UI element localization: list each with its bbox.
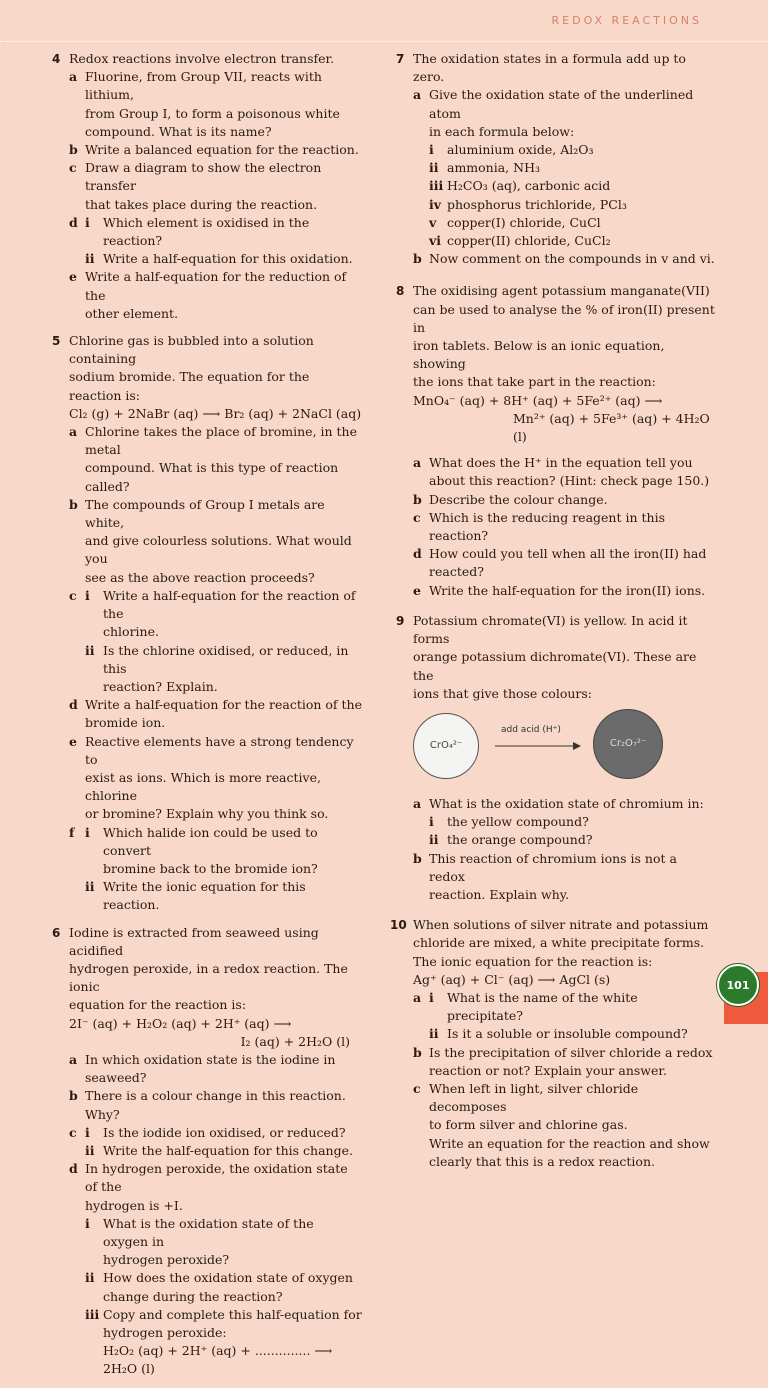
text-line: What is the oxidation state of the oxygen in (103, 1215, 314, 1249)
part-d-iii: iii Copy and complete this half-equation for hydrogen peroxide: H₂O₂ (aq) + 2H⁺ (aq) + .............. ⟶ 2H₂O (l) (69, 1306, 362, 1379)
part-b: b Now comment on the compounds in v and vi. (413, 250, 716, 268)
chromate-ion-circle (413, 713, 479, 779)
equation: Ag⁺ (aq) + Cl⁻ (aq) ⟶ AgCl (s) (413, 971, 611, 987)
text-line: Which element is oxidised in the reaction? (103, 214, 310, 249)
text-line: Write a balanced equation for the reaction. (85, 142, 359, 158)
question-number: 5 (52, 334, 61, 349)
right-arrow-icon (495, 741, 581, 751)
part-a-i: i the yellow compound? (413, 813, 716, 831)
text-line: Write a half-equation for this oxidation. (103, 251, 353, 267)
text-line: reaction. Explain why. (429, 886, 570, 902)
text-line: chloride are mixed, a white precipitate forms. (413, 935, 705, 951)
part-b: b Is the precipitation of silver chloride a redox reaction or not? Explain your answer. (413, 1044, 716, 1080)
part-c-i: c i Write a half-equation for the reaction of the chlorine. (69, 587, 362, 642)
right-column (390, 50, 716, 1180)
part-a: a Fluorine, from Group VII, reacts with lithium, from Group I, to form a poisonous white compound. What is its name? (69, 68, 362, 141)
part-c: c Which is the reducing reagent in this reaction? (413, 509, 716, 545)
text-line: Describe the colour change. (429, 491, 608, 507)
part-e: e Write the half-equation for the iron(II) ions. (413, 582, 716, 600)
part-e: e Write a half-equation for the reduction of the other element. (69, 268, 362, 323)
text-line: reaction? Explain. (103, 678, 218, 694)
part-f-ii: ii Write the ionic equation for this reaction. (69, 878, 362, 914)
part-d-ii: ii How does the oxidation state of oxygen change during the reaction? (69, 1269, 362, 1305)
part-c-i: c i Is the iodide ion oxidised, or reduced? (69, 1124, 362, 1142)
question-number: 6 (52, 925, 61, 940)
part-a-ii: ii the orange compound? (413, 831, 716, 849)
text-line: see as the above reaction proceeds? (85, 569, 315, 585)
text-line: the orange compound? (447, 832, 593, 848)
text-line: Potassium chromate(VI) is yellow. In acid it forms (413, 612, 688, 647)
text-line: hydrogen peroxide: (103, 1325, 227, 1341)
part-a: a Give the oxidation state of the underlined atom in each formula below: (413, 86, 716, 141)
text-line: copper(II) chloride, CuCl₂ (447, 233, 611, 249)
question-number: 10 (390, 918, 407, 933)
equation: Mn²⁺ (aq) + 5Fe³⁺ (aq) + 4H₂O (l) (513, 410, 710, 445)
part-a: a Chlorine takes the place of bromine, in the metal compound. What is this type of reaction called? (69, 423, 362, 496)
text-line: ions that give those colours: (413, 685, 593, 701)
question-4 (52, 50, 362, 323)
text-line: phosphorus trichloride, PCl₃ (447, 196, 627, 212)
question-number: 9 (396, 613, 405, 628)
text-line: copper(I) chloride, CuCl (447, 214, 601, 230)
part-e: e Reactive elements have a strong tendency to exist as ions. Which is more reactive, chlorine or bromine? Explain why you think so. (69, 733, 362, 824)
question-5 (52, 332, 362, 915)
text-line: Give the oxidation state of the underlined atom (429, 87, 694, 121)
equation: 2I⁻ (aq) + H₂O₂ (aq) + 2H⁺ (aq) ⟶ (69, 1015, 292, 1031)
text-line: Which halide ion could be used to convert (103, 824, 318, 858)
equation: MnO₄⁻ (aq) + 8H⁺ (aq) + 5Fe²⁺ (aq) ⟶ (413, 392, 663, 408)
text-line: What is the name of the white precipitate? (447, 989, 638, 1024)
text-line: bromide ion. (85, 715, 166, 731)
part-a: a What does the H⁺ in the equation tell you about this reaction? (Hint: check page 150.) (413, 454, 716, 490)
text-line: The ionic equation for the reaction is: (413, 953, 653, 969)
text-line: What is the oxidation state of chromium in: (429, 795, 704, 811)
text-line: other element. (85, 305, 179, 321)
text-line: Is the iodide ion oxidised, or reduced? (103, 1124, 346, 1140)
question-8 (396, 282, 716, 599)
part-b: b There is a colour change in this reaction. Why? (69, 1087, 362, 1123)
dichromate-label: Cr₂O₇²⁻ (609, 737, 647, 749)
text-line: Write a half-equation for the reaction of the (85, 697, 362, 713)
equation: Cl₂ (g) + 2NaBr (aq) ⟶ Br₂ (aq) + 2NaCl (aq) (69, 405, 362, 421)
text-line: in each formula below: (429, 123, 575, 139)
part-b: b Describe the colour change. (413, 491, 716, 509)
text-line: about this reaction? (Hint: check page 150.) (429, 473, 710, 489)
text-line: When solutions of silver nitrate and potassium (413, 917, 709, 933)
text-line: hydrogen peroxide, in a redox reaction. The ionic (69, 960, 348, 995)
text-line: Write a half-equation for the reaction of the (103, 587, 356, 622)
part-a-v: v copper(I) chloride, CuCl (413, 214, 716, 232)
part-b: b Write a balanced equation for the reaction. (69, 141, 362, 159)
text-line: chlorine. (103, 624, 159, 640)
part-c-ii: ii Is the chlorine oxidised, or reduced, in this reaction? Explain. (69, 642, 362, 697)
arrow-label: add acid (H⁺) (501, 724, 561, 735)
chromate-label: CrO₄²⁻ (429, 739, 463, 751)
text-line: How does the oxidation state of oxygen (103, 1270, 353, 1286)
text-line: Write the ionic equation for this reaction. (103, 879, 306, 913)
text-line: compound. What is its name? (85, 123, 272, 139)
page-number: 101 (726, 978, 750, 992)
text-line: Is it a soluble or insoluble compound? (447, 1026, 688, 1042)
text-line: exist as ions. Which is more reactive, chlorine (85, 769, 321, 804)
question-stem: Redox reactions involve electron transfer. (69, 51, 335, 66)
part-c-ii: ii Write the half-equation for this change. (69, 1142, 362, 1160)
text-line: sodium bromide. The equation for the reaction is: (69, 369, 310, 403)
text-line: and give colourless solutions. What would you (85, 533, 352, 567)
dichromate-ion-circle (593, 709, 663, 779)
text-line: What does the H⁺ in the equation tell you (429, 455, 693, 471)
question-number: 7 (396, 52, 405, 66)
text-line: bromine back to the bromide ion? (103, 860, 318, 876)
text-line: reaction or not? Explain your answer. (429, 1062, 667, 1078)
text-line: Write the half-equation for the iron(II) ions. (429, 582, 706, 598)
part-d-ii: ii Write a half-equation for this oxidation. (69, 250, 362, 268)
text-line: In hydrogen peroxide, the oxidation state of the (85, 1161, 348, 1195)
text-line: When left in light, silver chloride decomposes (429, 1080, 639, 1115)
text-line: ammonia, NH₃ (447, 160, 540, 176)
part-d: d How could you tell when all the iron(II) had reacted? (413, 545, 716, 581)
text-line: H₂CO₃ (aq), carbonic acid (447, 178, 611, 194)
part-a: a In which oxidation state is the iodine in seaweed? (69, 1051, 362, 1087)
text-line: iron tablets. Below is an ionic equation, showing (413, 338, 665, 372)
text-line: In which oxidation state is the iodine in seaweed? (85, 1051, 336, 1086)
question-number: 8 (396, 284, 405, 299)
text-line: the yellow compound? (447, 814, 589, 830)
text-line: from Group I, to form a poisonous white (85, 105, 340, 121)
question-9 (396, 612, 716, 904)
text-line: The compounds of Group I metals are white, (85, 496, 325, 531)
text-line: can be used to analyse the % of iron(II) present in (413, 301, 715, 335)
text-line: that takes place during the reaction. (85, 196, 318, 212)
text-line: Is the precipitation of silver chloride a redox (429, 1044, 713, 1060)
text-line: Now comment on the compounds in v and vi. (429, 251, 715, 267)
text-line: Fluorine, from Group VII, reacts with lithium, (85, 69, 322, 103)
text-line: hydrogen peroxide? (103, 1252, 230, 1268)
part-a-iii: iii H₂CO₃ (aq), carbonic acid (413, 177, 716, 195)
question-6 (52, 924, 362, 1379)
part-a: a What is the oxidation state of chromium in: (413, 795, 716, 813)
part-b: b The compounds of Group I metals are white, and give colourless solutions. What would you see as the above reaction proceeds? (69, 496, 362, 587)
part-a-ii: ii Is it a soluble or insoluble compound? (413, 1025, 716, 1043)
equation: H₂O₂ (aq) + 2H⁺ (aq) + .............. ⟶ 2H₂O (l) (103, 1343, 333, 1377)
question-number: 4 (52, 52, 61, 66)
text-line: Iodine is extracted from seaweed using acidified (69, 924, 319, 958)
text-line: Which is the reducing reagent in this reaction? (429, 509, 665, 544)
part-d: d Write a half-equation for the reaction of the bromide ion. (69, 696, 362, 732)
chromate-diagram (413, 709, 716, 787)
text-line: How could you tell when all the iron(II) had (429, 546, 707, 562)
text-line: compound. What is this type of reaction called? (85, 460, 339, 494)
text-line: Copy and complete this half-equation for (103, 1306, 362, 1322)
part-a-i: a i What is the name of the white precipitate? (413, 989, 716, 1025)
text-line: Write the half-equation for this change. (103, 1142, 353, 1158)
text-line: Reactive elements have a strong tendency to (85, 733, 354, 767)
text-line: Chlorine takes the place of bromine, in the metal (85, 424, 358, 458)
text-line: Write a half-equation for the reduction of the (85, 269, 347, 303)
equation: I₂ (aq) + 2H₂O (l) (240, 1033, 350, 1049)
text-line: Is the chlorine oxidised, or reduced, in this (103, 642, 349, 676)
section-header: REDOX REACTIONS (551, 14, 702, 27)
text-line: the ions that take part in the reaction: (413, 374, 656, 390)
text-line: aluminium oxide, Al₂O₃ (447, 142, 594, 158)
text-line: Write an equation for the reaction and show (429, 1135, 710, 1151)
page-number-badge (717, 964, 759, 1006)
part-b: b This reaction of chromium ions is not a redox reaction. Explain why. (413, 850, 716, 905)
text-line: clearly that this is a redox reaction. (429, 1153, 655, 1169)
part-f-i: f i Which halide ion could be used to convert bromine back to the bromide ion? (69, 824, 362, 879)
part-c: c Draw a diagram to show the electron transfer that takes place during the reaction. (69, 159, 362, 214)
text-line: or bromine? Explain why you think so. (85, 806, 329, 822)
part-d: d In hydrogen peroxide, the oxidation state of the hydrogen is +I. (69, 1160, 362, 1215)
text-line: to form silver and chlorine gas. (429, 1117, 628, 1133)
text-line: equation for the reaction is: (69, 997, 247, 1013)
text-line: The oxidising agent potassium manganate(VII) (413, 283, 710, 299)
text-line: orange potassium dichromate(VI). These are the (413, 649, 697, 683)
text-line: Chlorine gas is bubbled into a solution containing (69, 333, 314, 367)
text-line: hydrogen is +I. (85, 1197, 183, 1213)
part-a-ii: ii ammonia, NH₃ (413, 159, 716, 177)
part-c: c When left in light, silver chloride decomposes to form silver and chlorine gas. Write an equation for the reaction and show clearly that this is a redox reaction. (413, 1080, 716, 1171)
question-7 (396, 50, 716, 268)
left-column (52, 50, 362, 1388)
part-a-vi: vi copper(II) chloride, CuCl₂ (413, 232, 716, 250)
text-line: reacted? (429, 564, 484, 580)
part-a-iv: iv phosphorus trichloride, PCl₃ (413, 196, 716, 214)
text-line: Draw a diagram to show the electron transfer (85, 160, 322, 194)
question-10 (390, 916, 716, 1171)
text-line: There is a colour change in this reaction. Why? (85, 1088, 346, 1122)
text-line: This reaction of chromium ions is not a redox (429, 850, 677, 884)
dotted-divider (0, 41, 768, 42)
part-d-i: i What is the oxidation state of the oxygen in hydrogen peroxide? (69, 1215, 362, 1270)
part-a-i: i aluminium oxide, Al₂O₃ (413, 141, 716, 159)
part-d-i: d i Which element is oxidised in the reaction? (69, 214, 362, 250)
text-line: The oxidation states in a formula add up to zero. (413, 51, 686, 85)
text-line: change during the reaction? (103, 1288, 283, 1304)
